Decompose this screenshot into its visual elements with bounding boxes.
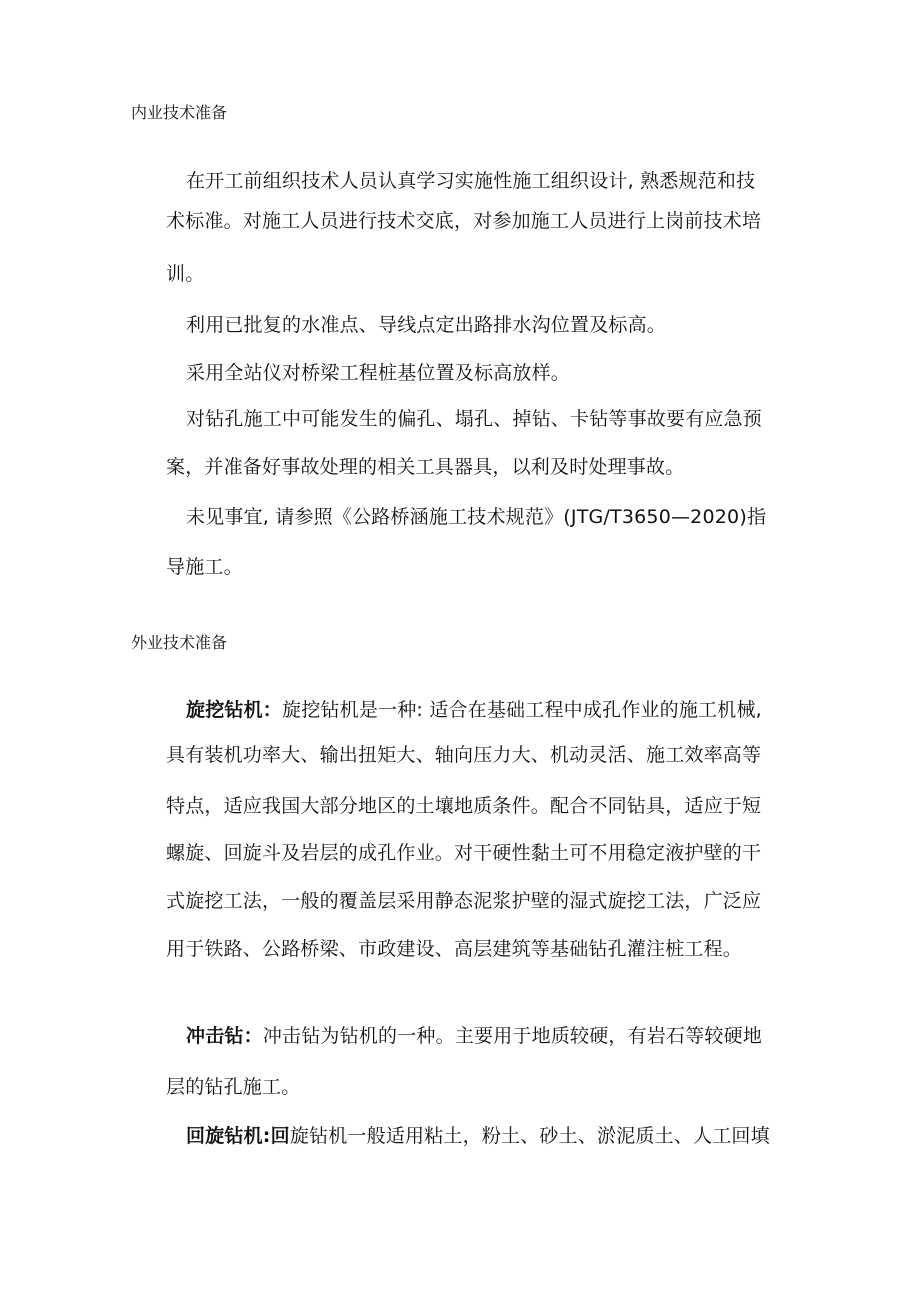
section-heading-external: 外业技术准备 bbox=[131, 633, 228, 652]
definition-line-rotating bbox=[186, 1124, 770, 1148]
definition-line-impact bbox=[186, 1024, 762, 1048]
paragraph-line: 采用全站仪对桥梁工程桩基位置及标高放样。 bbox=[186, 362, 571, 384]
paragraph-line: 术标准。对施工人员进行技术交底，对参加施工人员进行上岗前技术培 bbox=[166, 210, 762, 232]
paragraph-line: 导施工。 bbox=[166, 556, 243, 578]
paragraph-line: 未见事宜, 请参照《公路桥涵施工技术规范》(JTG/T3650—2020)指 bbox=[186, 506, 767, 528]
paragraph-line: 在开工前组织技术人员认真学习实施性施工组织设计, 熟悉规范和技 bbox=[186, 170, 756, 192]
definition-text: 旋挖钻机是一种: 适合在基础工程中成孔作业的施工机械, bbox=[282, 699, 762, 721]
paragraph-line: 利用已批复的水准点、导线点定出路排水沟位置及标高。 bbox=[186, 314, 667, 336]
paragraph-line: 层的钻孔施工。 bbox=[166, 1076, 301, 1098]
paragraph-line: 螺旋、回旋斗及岩层的成孔作业。对干硬性黏土可不用稳定液护壁的干 bbox=[166, 842, 762, 864]
term-rotary-drill: 旋挖钻机： bbox=[186, 699, 283, 721]
term-rotating-drill: 回旋钻机:回 bbox=[186, 1125, 290, 1147]
section-heading-internal: 内业技术准备 bbox=[131, 103, 228, 122]
definition-text: 冲击钻为钻机的一种。主要用于地质较硬，有岩石等较硬地 bbox=[262, 1025, 763, 1047]
paragraph-line: 用于铁路、公路桥梁、市政建设、高层建筑等基础钻孔灌注桩工程。 bbox=[166, 938, 743, 960]
definition-line-rotary bbox=[186, 698, 762, 722]
paragraph-line: 式旋挖工法，一般的覆盖层采用静态泥浆护壁的湿式旋挖工法，广泛应 bbox=[166, 890, 762, 912]
paragraph-line: 对钻孔施工中可能发生的偏孔、塌孔、掉钻、卡钻等事故要有应急预 bbox=[186, 408, 763, 430]
term-impact-drill: 冲击钻： bbox=[186, 1025, 263, 1047]
definition-text: 旋钻机一般适用粘土，粉土、砂土、淤泥质土、人工回填 bbox=[289, 1125, 770, 1147]
paragraph-line: 特点，适应我国大部分地区的土壤地质条件。配合不同钻具，适应于短 bbox=[166, 795, 762, 817]
paragraph-line: 案，并准备好事故处理的相关工具器具，以利及时处理事故。 bbox=[166, 456, 685, 478]
paragraph-line: 具有装机功率大、输出扭矩大、轴向压力大、机动灵活、施工效率高等 bbox=[166, 744, 762, 766]
paragraph-line: 训。 bbox=[166, 263, 205, 285]
